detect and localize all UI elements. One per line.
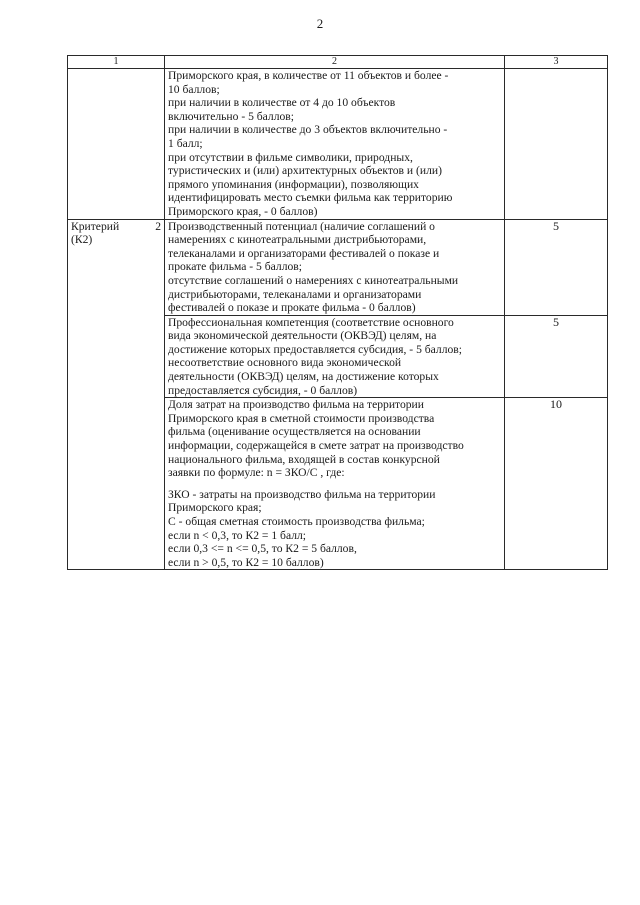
text-line: прямого упоминания (информации), позволяющих xyxy=(168,177,419,191)
score-cell: 5 xyxy=(505,315,608,398)
score-cell: 10 xyxy=(505,398,608,570)
text-line: фильма (оценивание осуществляется на основании xyxy=(168,425,421,439)
text-line: идентифицировать место съемки фильма как территорию xyxy=(168,191,453,205)
text-line: при наличии в количестве от 4 до 10 объектов xyxy=(168,96,396,110)
criterion-label: Критерий xyxy=(71,219,120,233)
description-cell xyxy=(165,398,505,570)
column-header-3: 3 xyxy=(505,56,608,69)
text-line: отсутствие соглашений о намерениях с кинотеатральными xyxy=(168,273,459,287)
text-line: деятельности (ОКВЭД) целям, на достижение которых xyxy=(168,370,439,384)
text-line: туристических и (или) архитектурных объектов и (или) xyxy=(168,164,442,178)
text-line: Производственный потенциал (наличие соглашений о xyxy=(168,219,435,233)
text-line: при наличии в количестве до 3 объектов включительно - xyxy=(168,123,448,137)
text-line: информации, содержащейся в смете затрат на производство xyxy=(168,439,464,453)
text-line: вида экономической деятельности (ОКВЭД) целям, на xyxy=(168,329,437,343)
text-line: Профессиональная компетенция (соответствие основного xyxy=(168,315,454,329)
text-line: если n > 0,5, то К2 = 10 баллов) xyxy=(168,555,324,569)
text-line: если n < 0,3, то К2 = 1 балл; xyxy=(168,528,306,542)
description-cell xyxy=(165,69,505,220)
score-cell xyxy=(505,69,608,220)
text-line: включительно - 5 баллов; xyxy=(168,109,294,123)
text-line: 1 балл; xyxy=(168,136,203,150)
text-line: 10 баллов; xyxy=(168,82,220,96)
text-line: достижение которых предоставляется субсидия, - 5 баллов; xyxy=(168,342,462,356)
text-line: Приморского края, - 0 баллов) xyxy=(168,204,318,218)
text-line: прокате фильма - 5 баллов; xyxy=(168,260,302,274)
text-line: заявки по формуле: n = ЗКО/С , где: xyxy=(168,466,345,480)
text-line: фестивалей о показе и прокате фильма - 0 баллов) xyxy=(168,301,416,315)
score-cell: 5 xyxy=(505,219,608,315)
page-number: 2 xyxy=(316,16,324,31)
criteria-table xyxy=(67,55,608,570)
criterion-code: (К2) xyxy=(71,233,93,247)
text-line: Приморского края; xyxy=(168,501,262,515)
criterion-cell xyxy=(68,219,165,570)
criterion-number: 2 xyxy=(155,219,161,233)
column-header-2: 2 xyxy=(165,56,505,69)
text-line: намерениях с кинотеатральными дистрибьюторами, xyxy=(168,233,427,247)
text-line: Доля затрат на производство фильма на территории xyxy=(168,398,424,412)
text-line: Приморского края, в количестве от 11 объектов и более - xyxy=(168,69,449,82)
table-row xyxy=(68,69,608,220)
text-line: предоставляется субсидия, - 0 баллов) xyxy=(168,383,358,397)
text-line: С - общая сметная стоимость производства фильма; xyxy=(168,515,425,528)
text-line: при отсутствии в фильме символики, природных, xyxy=(168,150,413,164)
table-header-row xyxy=(68,56,608,69)
text-line: дистрибьюторами, телеканалами и организаторами xyxy=(168,287,422,301)
column-header-1: 1 xyxy=(68,56,165,69)
text-line: несоответствие основного вида экономической xyxy=(168,356,402,370)
text-line: телеканалами и организаторами фестивалей о показе и xyxy=(168,246,440,260)
text-line: Приморского края в сметной стоимости производства xyxy=(168,411,435,425)
text-line: ЗКО - затраты на производство фильма на территории xyxy=(168,487,436,501)
criterion-cell xyxy=(68,69,165,220)
text-line: национального фильма, входящей в состав конкурсной xyxy=(168,452,440,466)
text-line: если 0,3 <= n <= 0,5, то К2 = 5 баллов, xyxy=(168,542,357,556)
table-row xyxy=(68,219,608,315)
description-cell xyxy=(165,315,505,398)
description-cell xyxy=(165,219,505,315)
